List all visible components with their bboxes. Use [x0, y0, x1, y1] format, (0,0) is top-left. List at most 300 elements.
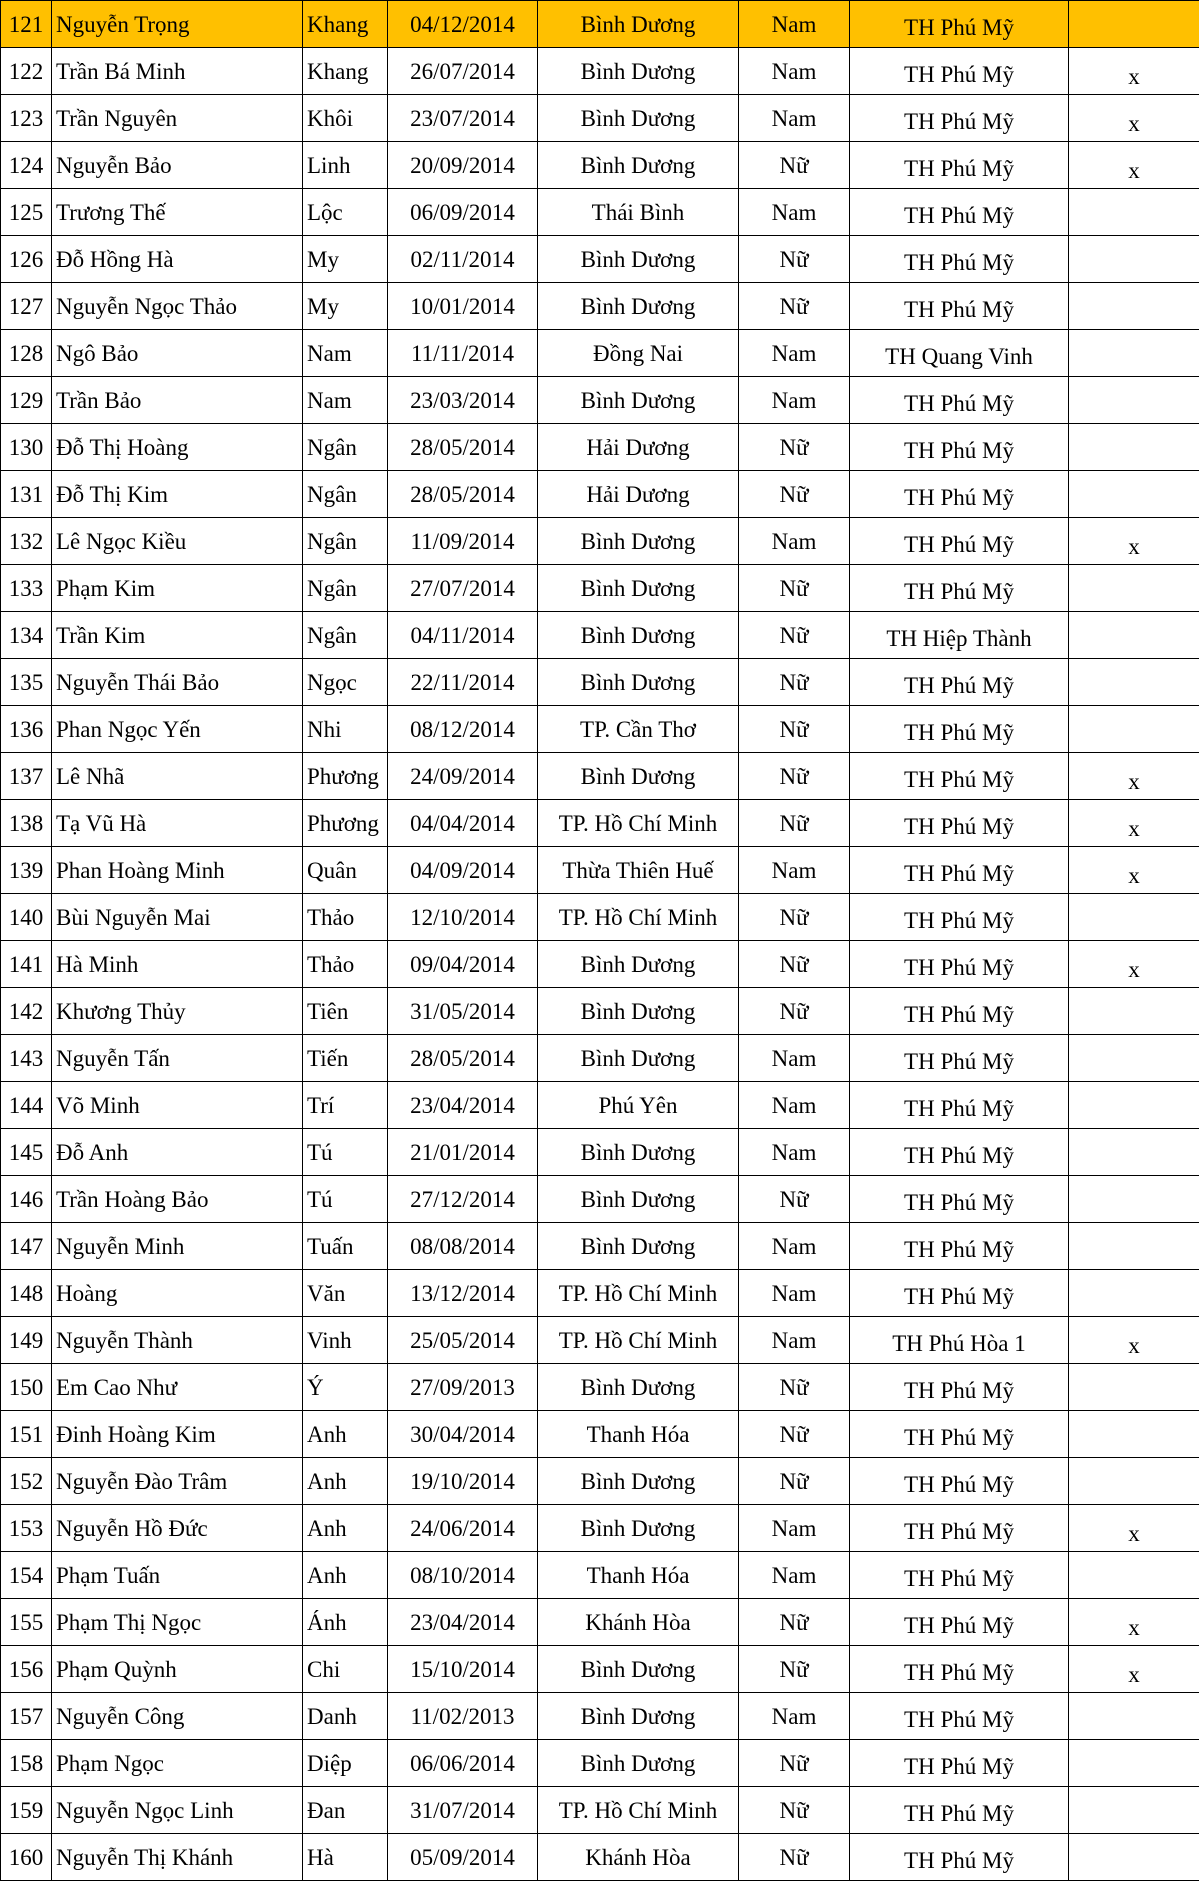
- cell-ngay-sinh[interactable]: 15/10/2014: [388, 1646, 538, 1693]
- cell-ghi-chu[interactable]: [1069, 330, 1199, 377]
- cell-truong[interactable]: TH Phú Mỹ: [850, 1787, 1069, 1834]
- cell-ngay-sinh[interactable]: 25/05/2014: [388, 1317, 538, 1364]
- cell-ho-dem[interactable]: Đinh Hoàng Kim: [52, 1411, 303, 1458]
- cell-ten[interactable]: Danh: [303, 1693, 388, 1740]
- cell-ho-dem[interactable]: Trần Nguyên: [52, 95, 303, 142]
- cell-truong[interactable]: TH Phú Mỹ: [850, 565, 1069, 612]
- cell-noi-sinh[interactable]: Phú Yên: [538, 1082, 739, 1129]
- cell-ho-dem[interactable]: Nguyễn Ngọc Thảo: [52, 283, 303, 330]
- cell-stt[interactable]: 140: [1, 894, 52, 941]
- cell-stt[interactable]: 141: [1, 941, 52, 988]
- cell-stt[interactable]: 122: [1, 48, 52, 95]
- cell-ho-dem[interactable]: Trương Thế: [52, 189, 303, 236]
- cell-gioi-tinh[interactable]: Nam: [739, 330, 850, 377]
- cell-gioi-tinh[interactable]: Nữ: [739, 1599, 850, 1646]
- cell-ngay-sinh[interactable]: 24/09/2014: [388, 753, 538, 800]
- cell-ten[interactable]: Thảo: [303, 894, 388, 941]
- cell-ghi-chu[interactable]: [1069, 236, 1199, 283]
- cell-ghi-chu[interactable]: x: [1069, 1646, 1199, 1693]
- cell-noi-sinh[interactable]: Thừa Thiên Huế: [538, 847, 739, 894]
- cell-ho-dem[interactable]: Nguyễn Hồ Đức: [52, 1505, 303, 1552]
- cell-truong[interactable]: TH Phú Mỹ: [850, 48, 1069, 95]
- cell-noi-sinh[interactable]: Bình Dương: [538, 1646, 739, 1693]
- cell-gioi-tinh[interactable]: Nữ: [739, 1740, 850, 1787]
- cell-gioi-tinh[interactable]: Nam: [739, 1223, 850, 1270]
- cell-ten[interactable]: Tuấn: [303, 1223, 388, 1270]
- cell-ho-dem[interactable]: Lê Nhã: [52, 753, 303, 800]
- cell-noi-sinh[interactable]: Bình Dương: [538, 565, 739, 612]
- cell-ho-dem[interactable]: Đỗ Anh: [52, 1129, 303, 1176]
- cell-truong[interactable]: TH Phú Mỹ: [850, 1458, 1069, 1505]
- cell-gioi-tinh[interactable]: Nữ: [739, 706, 850, 753]
- cell-gioi-tinh[interactable]: Nữ: [739, 565, 850, 612]
- cell-truong[interactable]: TH Quang Vinh: [850, 330, 1069, 377]
- cell-ngay-sinh[interactable]: 24/06/2014: [388, 1505, 538, 1552]
- cell-ho-dem[interactable]: Phạm Kim: [52, 565, 303, 612]
- cell-ho-dem[interactable]: Trần Bá Minh: [52, 48, 303, 95]
- cell-ghi-chu[interactable]: x: [1069, 753, 1199, 800]
- cell-truong[interactable]: TH Phú Mỹ: [850, 1552, 1069, 1599]
- cell-noi-sinh[interactable]: Khánh Hòa: [538, 1834, 739, 1881]
- cell-stt[interactable]: 152: [1, 1458, 52, 1505]
- cell-gioi-tinh[interactable]: Nữ: [739, 988, 850, 1035]
- cell-ten[interactable]: Chi: [303, 1646, 388, 1693]
- cell-gioi-tinh[interactable]: Nam: [739, 48, 850, 95]
- cell-truong[interactable]: TH Phú Mỹ: [850, 1, 1069, 48]
- cell-noi-sinh[interactable]: Bình Dương: [538, 1364, 739, 1411]
- cell-ghi-chu[interactable]: [1069, 1458, 1199, 1505]
- cell-ten[interactable]: Nhi: [303, 706, 388, 753]
- cell-stt[interactable]: 143: [1, 1035, 52, 1082]
- cell-stt[interactable]: 127: [1, 283, 52, 330]
- cell-noi-sinh[interactable]: Bình Dương: [538, 1505, 739, 1552]
- cell-gioi-tinh[interactable]: Nữ: [739, 612, 850, 659]
- cell-ten[interactable]: Anh: [303, 1552, 388, 1599]
- cell-noi-sinh[interactable]: Bình Dương: [538, 1176, 739, 1223]
- cell-stt[interactable]: 146: [1, 1176, 52, 1223]
- cell-ho-dem[interactable]: Đỗ Hồng Hà: [52, 236, 303, 283]
- cell-noi-sinh[interactable]: TP. Hồ Chí Minh: [538, 894, 739, 941]
- cell-ho-dem[interactable]: Tạ Vũ Hà: [52, 800, 303, 847]
- cell-ho-dem[interactable]: Phạm Tuấn: [52, 1552, 303, 1599]
- cell-noi-sinh[interactable]: Bình Dương: [538, 518, 739, 565]
- cell-noi-sinh[interactable]: TP. Hồ Chí Minh: [538, 800, 739, 847]
- cell-ho-dem[interactable]: Phan Hoàng Minh: [52, 847, 303, 894]
- cell-ghi-chu[interactable]: [1069, 706, 1199, 753]
- cell-ten[interactable]: Thảo: [303, 941, 388, 988]
- cell-stt[interactable]: 126: [1, 236, 52, 283]
- cell-noi-sinh[interactable]: Thái Bình: [538, 189, 739, 236]
- cell-stt[interactable]: 142: [1, 988, 52, 1035]
- cell-gioi-tinh[interactable]: Nữ: [739, 894, 850, 941]
- cell-truong[interactable]: TH Phú Mỹ: [850, 424, 1069, 471]
- cell-ten[interactable]: Hà: [303, 1834, 388, 1881]
- cell-noi-sinh[interactable]: Bình Dương: [538, 753, 739, 800]
- cell-ghi-chu[interactable]: x: [1069, 847, 1199, 894]
- cell-ngay-sinh[interactable]: 09/04/2014: [388, 941, 538, 988]
- cell-ghi-chu[interactable]: x: [1069, 1599, 1199, 1646]
- cell-gioi-tinh[interactable]: Nữ: [739, 471, 850, 518]
- cell-ghi-chu[interactable]: [1069, 377, 1199, 424]
- cell-noi-sinh[interactable]: Hải Dương: [538, 471, 739, 518]
- cell-ten[interactable]: Tiên: [303, 988, 388, 1035]
- cell-stt[interactable]: 125: [1, 189, 52, 236]
- cell-noi-sinh[interactable]: Bình Dương: [538, 988, 739, 1035]
- cell-stt[interactable]: 130: [1, 424, 52, 471]
- cell-noi-sinh[interactable]: Khánh Hòa: [538, 1599, 739, 1646]
- cell-truong[interactable]: TH Phú Mỹ: [850, 1740, 1069, 1787]
- cell-ten[interactable]: Vinh: [303, 1317, 388, 1364]
- cell-gioi-tinh[interactable]: Nữ: [739, 753, 850, 800]
- cell-stt[interactable]: 123: [1, 95, 52, 142]
- cell-stt[interactable]: 137: [1, 753, 52, 800]
- cell-ngay-sinh[interactable]: 11/11/2014: [388, 330, 538, 377]
- cell-ten[interactable]: Khang: [303, 48, 388, 95]
- cell-ngay-sinh[interactable]: 23/04/2014: [388, 1599, 538, 1646]
- cell-ten[interactable]: Quân: [303, 847, 388, 894]
- cell-ghi-chu[interactable]: [1069, 1082, 1199, 1129]
- cell-ghi-chu[interactable]: [1069, 1693, 1199, 1740]
- cell-ngay-sinh[interactable]: 08/12/2014: [388, 706, 538, 753]
- cell-noi-sinh[interactable]: Bình Dương: [538, 941, 739, 988]
- cell-ghi-chu[interactable]: [1069, 612, 1199, 659]
- cell-truong[interactable]: TH Phú Mỹ: [850, 1270, 1069, 1317]
- cell-gioi-tinh[interactable]: Nữ: [739, 1364, 850, 1411]
- cell-truong[interactable]: TH Phú Mỹ: [850, 1646, 1069, 1693]
- cell-ho-dem[interactable]: Hà Minh: [52, 941, 303, 988]
- cell-ho-dem[interactable]: Nguyễn Thị Khánh: [52, 1834, 303, 1881]
- cell-truong[interactable]: TH Phú Mỹ: [850, 1693, 1069, 1740]
- cell-truong[interactable]: TH Phú Mỹ: [850, 283, 1069, 330]
- cell-stt[interactable]: 124: [1, 142, 52, 189]
- cell-truong[interactable]: TH Phú Mỹ: [850, 377, 1069, 424]
- cell-noi-sinh[interactable]: Bình Dương: [538, 236, 739, 283]
- cell-stt[interactable]: 144: [1, 1082, 52, 1129]
- cell-ngay-sinh[interactable]: 27/12/2014: [388, 1176, 538, 1223]
- cell-stt[interactable]: 139: [1, 847, 52, 894]
- cell-ten[interactable]: Văn: [303, 1270, 388, 1317]
- cell-stt[interactable]: 160: [1, 1834, 52, 1881]
- cell-gioi-tinh[interactable]: Nam: [739, 95, 850, 142]
- cell-gioi-tinh[interactable]: Nữ: [739, 424, 850, 471]
- cell-ten[interactable]: Ý: [303, 1364, 388, 1411]
- cell-ho-dem[interactable]: Phạm Thị Ngọc: [52, 1599, 303, 1646]
- cell-ten[interactable]: Tú: [303, 1129, 388, 1176]
- cell-gioi-tinh[interactable]: Nữ: [739, 941, 850, 988]
- cell-ghi-chu[interactable]: x: [1069, 800, 1199, 847]
- cell-ngay-sinh[interactable]: 13/12/2014: [388, 1270, 538, 1317]
- cell-stt[interactable]: 154: [1, 1552, 52, 1599]
- cell-truong[interactable]: TH Phú Hòa 1: [850, 1317, 1069, 1364]
- cell-truong[interactable]: TH Phú Mỹ: [850, 894, 1069, 941]
- cell-truong[interactable]: TH Phú Mỹ: [850, 800, 1069, 847]
- cell-gioi-tinh[interactable]: Nam: [739, 189, 850, 236]
- cell-ho-dem[interactable]: Nguyễn Trọng: [52, 1, 303, 48]
- cell-ten[interactable]: My: [303, 236, 388, 283]
- cell-ho-dem[interactable]: Nguyễn Đào Trâm: [52, 1458, 303, 1505]
- cell-ngay-sinh[interactable]: 26/07/2014: [388, 48, 538, 95]
- cell-truong[interactable]: TH Phú Mỹ: [850, 1834, 1069, 1881]
- cell-ghi-chu[interactable]: [1069, 1129, 1199, 1176]
- cell-noi-sinh[interactable]: TP. Hồ Chí Minh: [538, 1787, 739, 1834]
- cell-stt[interactable]: 133: [1, 565, 52, 612]
- cell-stt[interactable]: 134: [1, 612, 52, 659]
- cell-ghi-chu[interactable]: [1069, 659, 1199, 706]
- cell-stt[interactable]: 150: [1, 1364, 52, 1411]
- cell-ghi-chu[interactable]: [1069, 1740, 1199, 1787]
- cell-noi-sinh[interactable]: Thanh Hóa: [538, 1552, 739, 1599]
- cell-ho-dem[interactable]: Đỗ Thị Kim: [52, 471, 303, 518]
- cell-ghi-chu[interactable]: [1069, 1176, 1199, 1223]
- cell-noi-sinh[interactable]: TP. Hồ Chí Minh: [538, 1317, 739, 1364]
- cell-truong[interactable]: TH Phú Mỹ: [850, 847, 1069, 894]
- cell-ghi-chu[interactable]: [1069, 1834, 1199, 1881]
- cell-ten[interactable]: Linh: [303, 142, 388, 189]
- cell-noi-sinh[interactable]: Đồng Nai: [538, 330, 739, 377]
- cell-gioi-tinh[interactable]: Nữ: [739, 1787, 850, 1834]
- cell-ten[interactable]: Ngân: [303, 565, 388, 612]
- cell-noi-sinh[interactable]: Bình Dương: [538, 659, 739, 706]
- cell-ghi-chu[interactable]: [1069, 283, 1199, 330]
- cell-ho-dem[interactable]: Em Cao Như: [52, 1364, 303, 1411]
- cell-ghi-chu[interactable]: [1069, 894, 1199, 941]
- cell-truong[interactable]: TH Phú Mỹ: [850, 236, 1069, 283]
- cell-truong[interactable]: TH Hiệp Thành: [850, 612, 1069, 659]
- cell-truong[interactable]: TH Phú Mỹ: [850, 941, 1069, 988]
- cell-ngay-sinh[interactable]: 27/09/2013: [388, 1364, 538, 1411]
- cell-noi-sinh[interactable]: Bình Dương: [538, 1693, 739, 1740]
- cell-gioi-tinh[interactable]: Nam: [739, 1270, 850, 1317]
- cell-ten[interactable]: Ngọc: [303, 659, 388, 706]
- cell-ho-dem[interactable]: Nguyễn Ngọc Linh: [52, 1787, 303, 1834]
- cell-ho-dem[interactable]: Trần Bảo: [52, 377, 303, 424]
- cell-gioi-tinh[interactable]: Nam: [739, 518, 850, 565]
- cell-stt[interactable]: 155: [1, 1599, 52, 1646]
- cell-ngay-sinh[interactable]: 28/05/2014: [388, 424, 538, 471]
- cell-ngay-sinh[interactable]: 23/03/2014: [388, 377, 538, 424]
- cell-truong[interactable]: TH Phú Mỹ: [850, 1411, 1069, 1458]
- cell-ho-dem[interactable]: Trần Kim: [52, 612, 303, 659]
- cell-truong[interactable]: TH Phú Mỹ: [850, 95, 1069, 142]
- cell-ho-dem[interactable]: Bùi Nguyễn Mai: [52, 894, 303, 941]
- cell-stt[interactable]: 156: [1, 1646, 52, 1693]
- cell-truong[interactable]: TH Phú Mỹ: [850, 659, 1069, 706]
- cell-ho-dem[interactable]: Nguyễn Tấn: [52, 1035, 303, 1082]
- cell-noi-sinh[interactable]: Bình Dương: [538, 1458, 739, 1505]
- cell-ngay-sinh[interactable]: 04/11/2014: [388, 612, 538, 659]
- cell-ghi-chu[interactable]: [1069, 1552, 1199, 1599]
- cell-noi-sinh[interactable]: Bình Dương: [538, 1, 739, 48]
- cell-gioi-tinh[interactable]: Nam: [739, 377, 850, 424]
- cell-stt[interactable]: 138: [1, 800, 52, 847]
- cell-ngay-sinh[interactable]: 04/04/2014: [388, 800, 538, 847]
- cell-ten[interactable]: Anh: [303, 1411, 388, 1458]
- cell-ho-dem[interactable]: Phan Ngọc Yến: [52, 706, 303, 753]
- cell-ngay-sinh[interactable]: 11/09/2014: [388, 518, 538, 565]
- cell-ngay-sinh[interactable]: 30/04/2014: [388, 1411, 538, 1458]
- cell-noi-sinh[interactable]: Bình Dương: [538, 142, 739, 189]
- cell-gioi-tinh[interactable]: Nam: [739, 1035, 850, 1082]
- cell-noi-sinh[interactable]: Bình Dương: [538, 1740, 739, 1787]
- cell-gioi-tinh[interactable]: Nữ: [739, 800, 850, 847]
- cell-ten[interactable]: Phương: [303, 800, 388, 847]
- cell-ten[interactable]: Anh: [303, 1505, 388, 1552]
- cell-gioi-tinh[interactable]: Nữ: [739, 1458, 850, 1505]
- cell-ten[interactable]: Phương: [303, 753, 388, 800]
- cell-ngay-sinh[interactable]: 05/09/2014: [388, 1834, 538, 1881]
- cell-ghi-chu[interactable]: [1069, 565, 1199, 612]
- cell-ghi-chu[interactable]: [1069, 988, 1199, 1035]
- cell-ngay-sinh[interactable]: 08/10/2014: [388, 1552, 538, 1599]
- cell-ten[interactable]: Ngân: [303, 518, 388, 565]
- cell-ghi-chu[interactable]: x: [1069, 941, 1199, 988]
- cell-gioi-tinh[interactable]: Nữ: [739, 1176, 850, 1223]
- cell-ten[interactable]: Khôi: [303, 95, 388, 142]
- cell-ghi-chu[interactable]: x: [1069, 142, 1199, 189]
- cell-ho-dem[interactable]: Nguyễn Bảo: [52, 142, 303, 189]
- cell-ngay-sinh[interactable]: 19/10/2014: [388, 1458, 538, 1505]
- cell-ngay-sinh[interactable]: 20/09/2014: [388, 142, 538, 189]
- cell-gioi-tinh[interactable]: Nam: [739, 1505, 850, 1552]
- cell-gioi-tinh[interactable]: Nữ: [739, 236, 850, 283]
- cell-truong[interactable]: TH Phú Mỹ: [850, 142, 1069, 189]
- cell-ngay-sinh[interactable]: 31/05/2014: [388, 988, 538, 1035]
- cell-noi-sinh[interactable]: Bình Dương: [538, 283, 739, 330]
- cell-ngay-sinh[interactable]: 11/02/2013: [388, 1693, 538, 1740]
- cell-ngay-sinh[interactable]: 06/09/2014: [388, 189, 538, 236]
- cell-ho-dem[interactable]: Nguyễn Thái Bảo: [52, 659, 303, 706]
- cell-ten[interactable]: Nam: [303, 330, 388, 377]
- cell-gioi-tinh[interactable]: Nam: [739, 847, 850, 894]
- cell-noi-sinh[interactable]: Bình Dương: [538, 48, 739, 95]
- cell-ten[interactable]: Tiến: [303, 1035, 388, 1082]
- cell-ho-dem[interactable]: Hoàng: [52, 1270, 303, 1317]
- cell-ho-dem[interactable]: Ngô Bảo: [52, 330, 303, 377]
- cell-gioi-tinh[interactable]: Nam: [739, 1129, 850, 1176]
- cell-stt[interactable]: 147: [1, 1223, 52, 1270]
- cell-ho-dem[interactable]: Nguyễn Công: [52, 1693, 303, 1740]
- cell-ghi-chu[interactable]: [1069, 189, 1199, 236]
- cell-stt[interactable]: 149: [1, 1317, 52, 1364]
- cell-gioi-tinh[interactable]: Nữ: [739, 659, 850, 706]
- cell-ten[interactable]: Ngân: [303, 612, 388, 659]
- cell-truong[interactable]: TH Phú Mỹ: [850, 1082, 1069, 1129]
- cell-noi-sinh[interactable]: Bình Dương: [538, 612, 739, 659]
- cell-ghi-chu[interactable]: [1069, 1035, 1199, 1082]
- cell-stt[interactable]: 148: [1, 1270, 52, 1317]
- cell-ten[interactable]: Diệp: [303, 1740, 388, 1787]
- cell-gioi-tinh[interactable]: Nam: [739, 1082, 850, 1129]
- cell-truong[interactable]: TH Phú Mỹ: [850, 189, 1069, 236]
- cell-ghi-chu[interactable]: x: [1069, 518, 1199, 565]
- cell-ghi-chu[interactable]: x: [1069, 1317, 1199, 1364]
- cell-ghi-chu[interactable]: [1069, 1364, 1199, 1411]
- cell-ngay-sinh[interactable]: 23/07/2014: [388, 95, 538, 142]
- cell-truong[interactable]: TH Phú Mỹ: [850, 706, 1069, 753]
- cell-stt[interactable]: 153: [1, 1505, 52, 1552]
- cell-stt[interactable]: 132: [1, 518, 52, 565]
- cell-noi-sinh[interactable]: Bình Dương: [538, 1129, 739, 1176]
- cell-noi-sinh[interactable]: Hải Dương: [538, 424, 739, 471]
- cell-ngay-sinh[interactable]: 22/11/2014: [388, 659, 538, 706]
- cell-ten[interactable]: Nam: [303, 377, 388, 424]
- cell-ho-dem[interactable]: Khương Thủy: [52, 988, 303, 1035]
- cell-ho-dem[interactable]: Nguyễn Thành: [52, 1317, 303, 1364]
- cell-truong[interactable]: TH Phú Mỹ: [850, 1035, 1069, 1082]
- cell-ngay-sinh[interactable]: 12/10/2014: [388, 894, 538, 941]
- cell-gioi-tinh[interactable]: Nam: [739, 1317, 850, 1364]
- cell-truong[interactable]: TH Phú Mỹ: [850, 988, 1069, 1035]
- cell-ghi-chu[interactable]: [1069, 424, 1199, 471]
- cell-stt[interactable]: 129: [1, 377, 52, 424]
- cell-ten[interactable]: Ánh: [303, 1599, 388, 1646]
- cell-ten[interactable]: Ngân: [303, 424, 388, 471]
- cell-stt[interactable]: 136: [1, 706, 52, 753]
- cell-stt[interactable]: 135: [1, 659, 52, 706]
- cell-stt[interactable]: 157: [1, 1693, 52, 1740]
- cell-ngay-sinh[interactable]: 28/05/2014: [388, 1035, 538, 1082]
- cell-ghi-chu[interactable]: x: [1069, 1505, 1199, 1552]
- cell-truong[interactable]: TH Phú Mỹ: [850, 471, 1069, 518]
- cell-gioi-tinh[interactable]: Nữ: [739, 142, 850, 189]
- cell-ghi-chu[interactable]: [1069, 1270, 1199, 1317]
- cell-ghi-chu[interactable]: [1069, 471, 1199, 518]
- cell-ten[interactable]: Lộc: [303, 189, 388, 236]
- cell-stt[interactable]: 151: [1, 1411, 52, 1458]
- cell-ngay-sinh[interactable]: 04/12/2014: [388, 1, 538, 48]
- cell-ngay-sinh[interactable]: 27/07/2014: [388, 565, 538, 612]
- cell-stt[interactable]: 128: [1, 330, 52, 377]
- cell-truong[interactable]: TH Phú Mỹ: [850, 1223, 1069, 1270]
- cell-gioi-tinh[interactable]: Nữ: [739, 1411, 850, 1458]
- cell-truong[interactable]: TH Phú Mỹ: [850, 1505, 1069, 1552]
- cell-ngay-sinh[interactable]: 10/01/2014: [388, 283, 538, 330]
- cell-ngay-sinh[interactable]: 31/07/2014: [388, 1787, 538, 1834]
- cell-ten[interactable]: My: [303, 283, 388, 330]
- cell-ho-dem[interactable]: Đỗ Thị Hoàng: [52, 424, 303, 471]
- cell-ten[interactable]: Anh: [303, 1458, 388, 1505]
- cell-ten[interactable]: Trí: [303, 1082, 388, 1129]
- cell-ngay-sinh[interactable]: 02/11/2014: [388, 236, 538, 283]
- cell-ten[interactable]: Ngân: [303, 471, 388, 518]
- cell-gioi-tinh[interactable]: Nam: [739, 1, 850, 48]
- cell-gioi-tinh[interactable]: Nữ: [739, 283, 850, 330]
- cell-ho-dem[interactable]: Phạm Quỳnh: [52, 1646, 303, 1693]
- cell-stt[interactable]: 158: [1, 1740, 52, 1787]
- cell-truong[interactable]: TH Phú Mỹ: [850, 1364, 1069, 1411]
- cell-truong[interactable]: TH Phú Mỹ: [850, 1599, 1069, 1646]
- cell-stt[interactable]: 121: [1, 1, 52, 48]
- cell-ngay-sinh[interactable]: 21/01/2014: [388, 1129, 538, 1176]
- cell-noi-sinh[interactable]: Bình Dương: [538, 1223, 739, 1270]
- cell-ghi-chu[interactable]: x: [1069, 48, 1199, 95]
- cell-ngay-sinh[interactable]: 04/09/2014: [388, 847, 538, 894]
- cell-ghi-chu[interactable]: [1069, 1, 1199, 48]
- cell-ten[interactable]: Đan: [303, 1787, 388, 1834]
- cell-ngay-sinh[interactable]: 06/06/2014: [388, 1740, 538, 1787]
- cell-ghi-chu[interactable]: [1069, 1223, 1199, 1270]
- cell-ho-dem[interactable]: Võ Minh: [52, 1082, 303, 1129]
- cell-ngay-sinh[interactable]: 28/05/2014: [388, 471, 538, 518]
- cell-truong[interactable]: TH Phú Mỹ: [850, 753, 1069, 800]
- cell-ho-dem[interactable]: Lê Ngọc Kiều: [52, 518, 303, 565]
- cell-gioi-tinh[interactable]: Nam: [739, 1693, 850, 1740]
- cell-stt[interactable]: 159: [1, 1787, 52, 1834]
- cell-truong[interactable]: TH Phú Mỹ: [850, 1129, 1069, 1176]
- cell-ten[interactable]: Tú: [303, 1176, 388, 1223]
- cell-ghi-chu[interactable]: [1069, 1787, 1199, 1834]
- cell-ho-dem[interactable]: Trần Hoàng Bảo: [52, 1176, 303, 1223]
